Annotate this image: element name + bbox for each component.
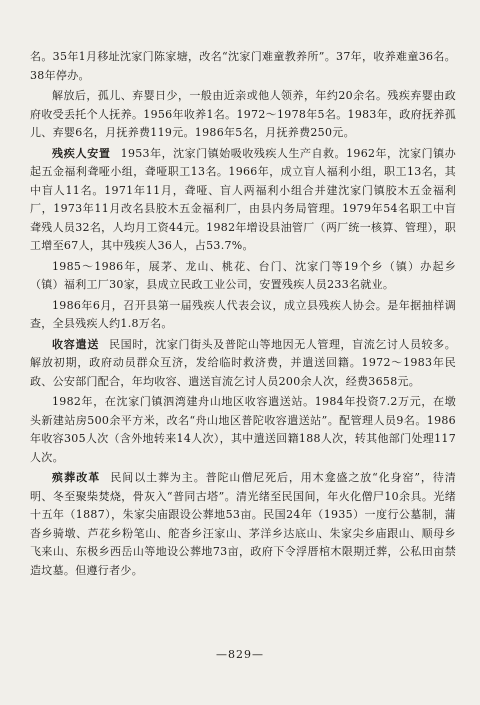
section-heading-disabled-placement: 残疾人安置 <box>52 146 111 160</box>
paragraph-shelter-station: 1982年，在沈家门镇泗湾建舟山地区收容遣送站。1984年投资7.2万元，在墩头新建站房500余平方米，改名“舟山地区普陀收容遣送站”。配管理人员9名。1986年收容305人次（含外地转来14人次），其中遣送回籍188人次，转其他部门处理117人次。 <box>30 395 456 464</box>
paragraph-disabled-placement-text: 1953年，沈家门镇始吸收残疾人生产自救。1962年，沈家门镇办起五金福利聋哑小组，聋哑职工13名。1966年，成立盲人福利小组，职工13名，其中盲人11名。1971年11月，聋哑、盲人两福利小组合并建沈家门镇胶木五金福利厂，1973年11月改名县胶木五金福利厂，由县内务局管理。1979年54名职工中盲聋残人员32名，人均月工资44元。1982年增设县油管厂（两厂统一核算、管理），职工增至67人，其中残疾人36人，占53.7%。 <box>30 146 456 252</box>
paragraph-welfare-factories: 1985～1986年，展茅、龙山、桃花、台门、沈家门等19个乡（镇）办起乡（镇）福利工厂30家，县成立民政工业公司，安置残疾人员233名就业。 <box>30 259 456 291</box>
paragraph-shelter-repatriation <box>30 336 456 392</box>
paragraph-orphanage-closure: 名。35年1月移址沈家门陈家塘，改名“沈家门难童教养所”。37年，收养难童36名。38年停办。 <box>30 50 456 82</box>
paragraph-funeral-reform <box>30 469 456 580</box>
paragraph-disabled-placement <box>30 145 456 256</box>
paragraph-shelter-repatriation-text: 民国时，沈家门街头及普陀山等地因无人管理，盲流乞讨人员较多。解放初期，政府动员群众互济，发给临时救济费，并遣送回籍。1972～1983年民政、公安部门配合，年均收容、遣送盲流乞讨人员200余人次，经费3658元。 <box>30 337 457 388</box>
paragraph-disabled-association: 1986年6月，召开县第一届残疾人代表会议，成立县残疾人协会。是年据抽样调查，全县残疾人约1.8万名。 <box>30 298 456 330</box>
paragraph-orphan-adoption: 解放后，孤儿、弃婴日少，一般由近亲或他人领养，年约20余名。残疾弃婴由政府收受丢托个人抚养。1956年收养1名。1972～1978年5名。1983年，政府抚养孤儿、弃婴6名，月抚养费119元。1986年5名，月抚养费250元。 <box>30 89 456 139</box>
section-heading-shelter-repatriation: 收容遣送 <box>52 337 100 351</box>
document-body <box>30 48 456 580</box>
paragraph-funeral-reform-text: 民间以土葬为主。普陀山僧尼死后，用木龛盛之放“化身窑”，待清明、冬至聚柴焚烧，骨灰入“普同古塔”。清光绪至民国间，年火化僧尸10余具。光绪十五年（1887），朱家尖庙跟设公葬地53亩。民国24年（1935）一度行公墓制，蒲沓乡骑墩、芦花乡粉笔山、舵沓乡汪家山、茅洋乡达底山、朱家尖乡庙跟山、顺母乡飞来山、东极乡西岳山等地设公葬地73亩，政府下令浮厝棺木限期迁葬，公私田亩禁造坟墓。但遵行者少。 <box>30 471 457 577</box>
page-number: —829— <box>216 648 264 661</box>
section-heading-funeral-reform: 殡葬改革 <box>52 471 101 484</box>
